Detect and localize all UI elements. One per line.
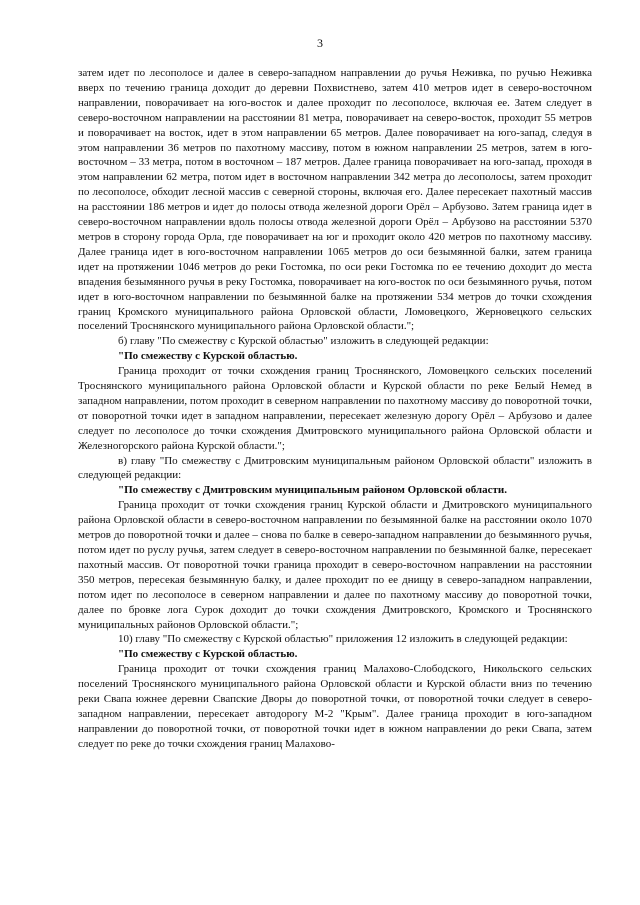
paragraph-kursk-border-appendix-text: Граница проходит от точки схождения границ Малахово-Слободского, Никольского сельских поселений Троснянского муниципального района Орловской области и Курской области вниз по течению реки Свапа южнее деревни Свапские Дворы до поворотной точки, от поворотной точки следует в северо-западном направлении, пересекает автодорогу М-2 "Крым". Далее граница проходит в юго-западном направлении до поворотной точки, от поворотной точки идет в южном направлении до реки Свапа, затем следует по реке до точки схождения границ Малахово-	[78, 663, 592, 750]
heading-kursk-border-appendix: "По смежеству с Курской областью.	[118, 648, 298, 661]
heading-dmitrovsky-border: "По смежеству с Дмитровским муниципальным районом Орловской области.	[118, 484, 507, 497]
paragraph-amendment-10: 10) главу "По смежеству с Курской областью" приложения 12 изложить в следующей редакции:	[118, 633, 568, 646]
paragraph-kursk-border-text: Граница проходит от точки схождения границ Троснянского, Ломовецкого сельских поселений Троснянского муниципального района Орловской области и Курской области по реке Белый Немед в западном направлении, потом проходит в северном направлении по пахотному массиву до поворотной точки, от поворотной точки идет в западном направлении, пересекает железную дорогу Орёл – Арбузово и далее следует по лесополосе до точки схождения Дмитровского муниципального района Орловской области и Железногорского района Курской области.";	[78, 365, 592, 452]
paragraph-boundary-continuation: затем идет по лесополосе и далее в северо-западном направлении до ручья Неживка, по ручью Неживка вверх по течению граница доходит до деревни Похвистнево, затем 410 метров идет в северо-восточном направлении, поворачивает на юго-восток и далее проходит по лесополосе, включая ее. Затем следует в северо-восточном направлении на расстоянии 81 метра, поворачивает на северо-восток, проходит 55 метров и поворачивает на восток, идет в этом направлении 65 метров. Далее поворачивает на юго-запад, следуя в этом направлении 36 метров по пахотному массиву, потом в южном направлении 25 метров, затем в юго-восточном – 33 метра, потом в восточном – 187 метров. Далее граница поворачивает на юго-запад, проходя в этом направлении 62 метра, потом идет в восточном направлении 342 метра до лесополосы, затем проходит по лесополосе, обходит лесной массив с северной стороны, включая его. Далее пересекает пахотный массив на расстоянии 186 метров и идет до полосы отвода железной дороги Орёл – Арбузово. Затем граница идет в северо-восточном направлении вдоль полосы отвода железной дороги Орёл – Арбузово на расстоянии 5370 метров в сторону города Орла, где поворачивает на юг и проходит около 420 метров по пахотному массиву. Далее граница идет в юго-восточном направлении 1065 метров до оси безымянной балки, затем граница идет на протяжении 1046 метров до реки Гостомка, по оси реки Гостомка по ее течению доходит до места впадения безымянного ручья в реку Гостомка, поворачивает на юго-восток по оси безымянного ручья, потом идет в юго-восточном направлении по безымянной балке на протяжении 534 метров до точки схождения границ Кромского муниципального района Орловской области, Ломовецкого, Жерновецкого сельских поселений Троснянского муниципального района Орловской области.";	[78, 67, 592, 333]
paragraph-amendment-v: в) главу "По смежеству с Дмитровским муниципальным районом Орловской области" изложить в следующей редакции:	[78, 454, 592, 482]
document-body	[78, 66, 592, 752]
heading-kursk-border: "По смежеству с Курской областью.	[118, 350, 298, 363]
page-number: 3	[317, 36, 323, 50]
paragraph-amendment-b: б) главу "По смежеству с Курской областью" изложить в следующей редакции:	[118, 335, 489, 348]
paragraph-dmitrovsky-border-text: Граница проходит от точки схождения границ Курской области и Дмитровского муниципального района Орловской области в северо-восточном направлении по безымянной балке на расстоянии около 1070 метров до поворотной точки и далее – снова по балке в северо-западном направлении до безымянного ручья, потом идет по руслу ручья, затем следует в северо-восточном направлении по безымянной балке, пересекает пахотный массив. От поворотной точки граница проходит в северо-восточном направлении на расстоянии 350 метров, пересекая безымянную балку, и далее проходит по ее днищу в северо-западном направлении, потом идет по лесополосе в северном направлении и далее по пахотному массиву до поворотной точки, далее по бровке лога Сурок доходит до точки схождения Дмитровского, Кромского и Троснянского муниципальных районов Орловской области.";	[78, 499, 592, 631]
